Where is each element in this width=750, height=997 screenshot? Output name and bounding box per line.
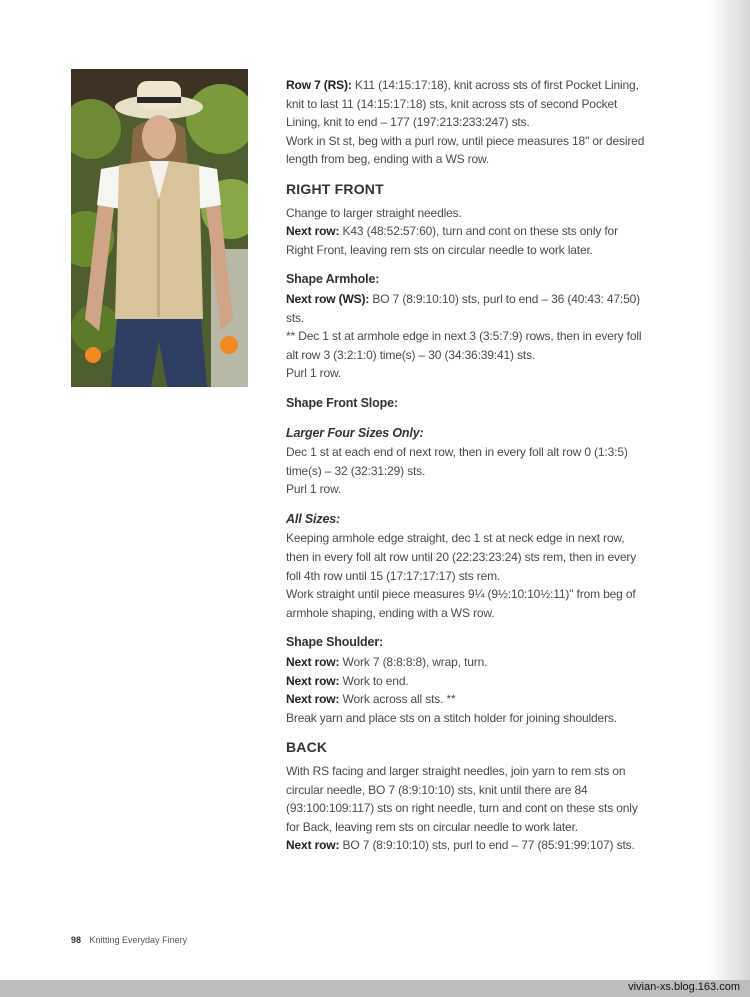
section-heading: RIGHT FRONT [286, 180, 384, 197]
row-label: Next row: [286, 224, 340, 239]
instruction-paragraph [286, 585, 646, 622]
book-title: Knitting Everyday Finery [89, 935, 188, 945]
instruction-paragraph [286, 480, 646, 499]
instruction-text: With RS facing and larger straight needles, join yarn to rem sts on circular needle, BO 7 (8:9:10:10) sts, knit until there are 84 (93:100:109:117) sts on right needle, turn and cont on these sts only for Back, leaving rem sts on circular needle to work later. [286, 764, 638, 834]
instruction-text: Work in St st, beg with a purl row, until piece measures 18" or desired length from beg, ending with a WS row. [286, 133, 645, 167]
instruction-text: Work 7 (8:8:8:8), wrap, turn. [339, 655, 488, 670]
instruction-paragraph [286, 709, 646, 728]
instruction-paragraph [286, 222, 646, 259]
instruction-text: K11 (14:15:17:18), knit across sts of first Pocket Lining, knit to last 11 (14:15:17:18) sts, knit across sts of second Pocket Lining, knit to end – 177 (197:213:233:247) sts. [286, 78, 639, 130]
instruction-paragraph [286, 690, 646, 709]
subsection-heading: Shape Shoulder: [286, 635, 384, 650]
instruction-paragraph [286, 653, 646, 672]
instruction-text: Keeping armhole edge straight, dec 1 st at neck edge in next row, then in every foll alt row until 20 (22:23:23:24) sts rem, then in every foll 4th row until 15 (17:17:17:17) sts rem. [286, 531, 637, 583]
instruction-paragraph [286, 76, 646, 132]
instruction-paragraph [286, 364, 646, 383]
instruction-text: Work straight until piece measures 9¼ (9½:10:10½:11)" from beg of armhole shaping, ending with a WS row. [286, 587, 636, 620]
model-photo [71, 69, 248, 387]
instruction-paragraph [286, 836, 646, 855]
instruction-text: Purl 1 row. [286, 482, 342, 497]
subsection-heading: Larger Four Sizes Only: [286, 425, 424, 440]
row-label: Next row: [286, 673, 340, 688]
model-photo-illustration [71, 69, 248, 387]
instruction-text: Purl 1 row. [286, 366, 342, 381]
instruction-text: BO 7 (8:9:10:10) sts, purl to end – 77 (85:91:99:107) sts. [339, 838, 635, 853]
instruction-text: Dec 1 st at each end of next row, then in every foll alt row 0 (1:3:5) time(s) – 32 (32:31:29) sts. [286, 445, 628, 478]
instruction-text: ** Dec 1 st at armhole edge in next 3 (3:5:7:9) rows, then in every foll alt row 3 (3:2:1:0) time(s) – 30 (34:36:39:41) sts. [286, 329, 642, 362]
subsection-heading: All Sizes: [286, 511, 341, 526]
instruction-text: BO 7 (8:9:10:10) sts, purl to end – 36 (40:43: 47:50) sts. [286, 291, 640, 325]
row-label: Next row: [286, 655, 340, 670]
instruction-text: Change to larger straight needles. [286, 205, 462, 220]
instruction-paragraph [286, 327, 646, 364]
section-heading: BACK [286, 739, 328, 756]
instruction-text: Work across all sts. ** [339, 692, 456, 707]
instruction-paragraph [286, 132, 646, 169]
instruction-paragraph [286, 204, 646, 223]
instruction-paragraph [286, 672, 646, 691]
row-label: Next row: [286, 838, 340, 853]
subsection-heading: Shape Front Slope: [286, 395, 398, 410]
instruction-text: K43 (48:52:57:60), turn and cont on these sts only for Right Front, leaving rem sts on circular needle to work later. [286, 224, 618, 257]
book-gutter-shadow [708, 0, 750, 980]
pattern-instructions [286, 76, 646, 855]
row-label: Next row: [286, 692, 340, 707]
row-label: Row 7 (RS): [286, 78, 352, 92]
instruction-text: Break yarn and place sts on a stitch holder for joining shoulders. [286, 710, 617, 725]
watermark: vivian-xs.blog.163.com [628, 981, 740, 993]
instruction-paragraph [286, 529, 646, 585]
row-label: Next row (WS): [286, 291, 370, 306]
page-number: 98 [71, 935, 82, 945]
instruction-paragraph [286, 290, 646, 327]
instruction-text: Work to end. [339, 673, 409, 688]
page-footer [71, 935, 187, 945]
subsection-heading: Shape Armhole: [286, 272, 380, 287]
instruction-paragraph [286, 762, 646, 836]
instruction-paragraph [286, 443, 646, 480]
